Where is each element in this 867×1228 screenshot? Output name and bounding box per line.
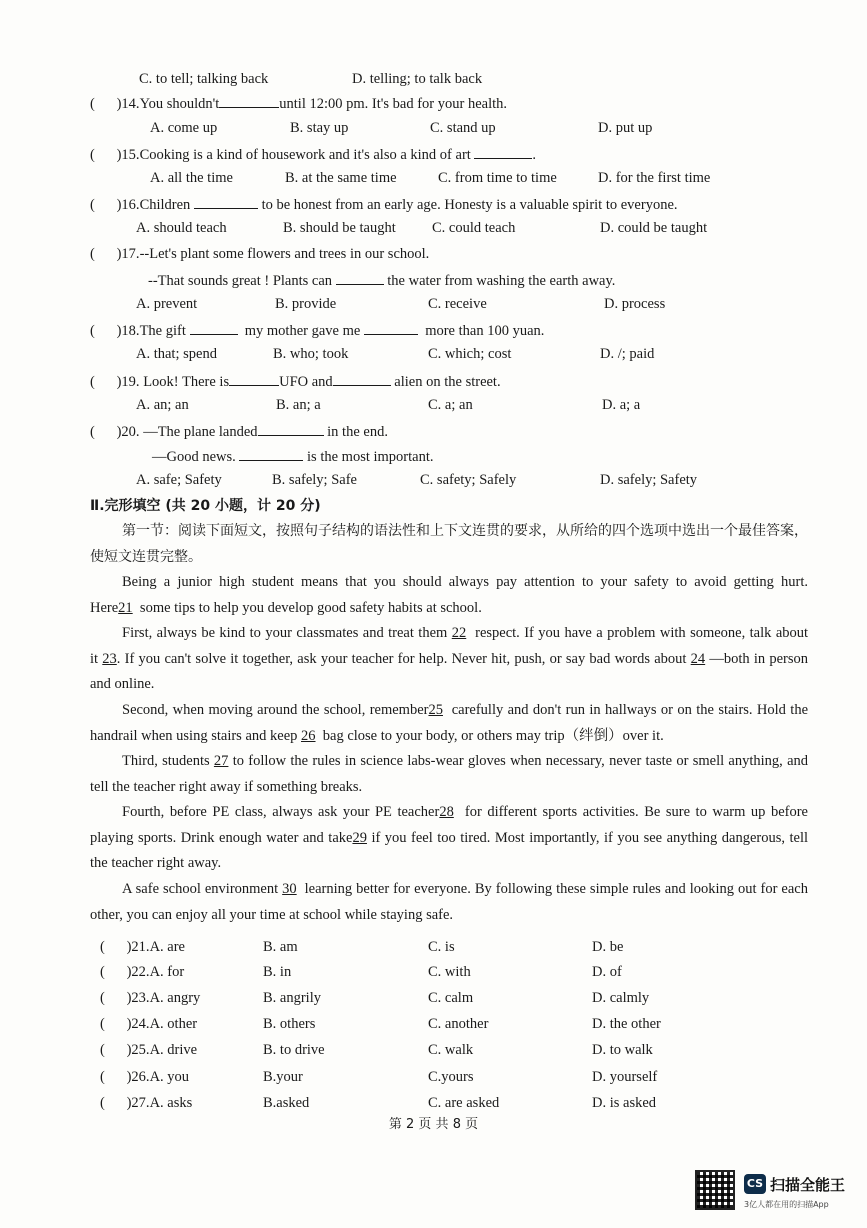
cloze-row-23: ( )23.A. angry	[100, 990, 201, 1006]
question-16: ( )16.Children to be honest from an early age. Honesty is a valuable spirit to everyone.	[90, 194, 678, 214]
qr-code-icon	[695, 1170, 735, 1210]
answer-blank	[474, 144, 532, 159]
q14-option-a: A. come up	[150, 120, 218, 136]
cloze-27-option-d: D. is asked	[592, 1095, 657, 1111]
cloze-blank: 25	[428, 702, 443, 718]
q14-option-b: B. stay up	[290, 120, 349, 136]
cloze-22-option-b: B. in	[263, 964, 292, 980]
cloze-row-27: ( )27.A. asks	[100, 1095, 193, 1111]
answer-blank	[229, 371, 279, 386]
cloze-21-option-b: B. am	[263, 939, 298, 955]
section-heading: Ⅱ.完形填空 (共 20 小题，计 20 分)	[90, 498, 321, 514]
q18-option-c: C. which; cost	[428, 346, 512, 362]
cloze-22-option-c: C. with	[428, 964, 471, 980]
passage-paragraph-4: Third, students 27 to follow the rules in science labs-wear gloves when necessary, never taste or smell anything, and tell the teacher right away if something breaks.	[90, 753, 809, 795]
answer-blank	[239, 446, 303, 461]
q17-option-d: D. process	[604, 296, 666, 312]
q19-option-b: B. an; a	[276, 397, 321, 413]
cloze-26-option-d: D. yourself	[592, 1069, 658, 1085]
cloze-24-option-b: B. others	[263, 1016, 316, 1032]
cloze-24-option-d: D. the other	[592, 1016, 661, 1032]
cloze-row-21: ( )21.A. are	[100, 939, 185, 955]
q15-option-c: C. from time to time	[438, 170, 557, 186]
q20-option-a: A. safe; Safety	[136, 472, 222, 488]
q20-option-c: C. safety; Safely	[420, 472, 517, 488]
cloze-26-option-b: B.your	[263, 1069, 303, 1085]
camscanner-logo-icon: CS	[744, 1174, 766, 1194]
passage-paragraph-3: Second, when moving around the school, remember25 carefully and don't run in hallways or on the stairs. Hold the handrail when using stairs and keep 26 bag close to your body, or others may trip（绊倒）over it.	[90, 702, 809, 744]
question-17-reply: --That sounds great ! Plants can the water from washing the earth away.	[148, 270, 615, 290]
cloze-row-22: ( )22.A. for	[100, 964, 185, 980]
q15-option-a: A. all the time	[150, 170, 233, 186]
question-17: ( )17.--Let's plant some flowers and trees in our school.	[90, 246, 430, 262]
answer-blank	[219, 93, 279, 108]
passage-paragraph-5: Fourth, before PE class, always ask your PE teacher28 for different sports activities. Be sure to warm up before playing sports. Drink enough water and take29 if you feel too tired. Most importantly, if you see anything dangerous, tell the teacher right away.	[90, 804, 809, 871]
cloze-21-option-d: D. be	[592, 939, 624, 955]
cloze-23-option-b: B. angrily	[263, 990, 321, 1006]
cloze-22-option-d: D. of	[592, 964, 622, 980]
question-19: ( )19. Look! There is UFO and alien on the street.	[90, 371, 501, 391]
cloze-27-option-b: B.asked	[263, 1095, 310, 1111]
q16-option-a: A. should teach	[136, 220, 227, 236]
page-number: 第 2 页 共 8 页	[388, 1117, 479, 1132]
cloze-24-option-c: C. another	[428, 1016, 489, 1032]
q15-option-d: D. for the first time	[598, 170, 711, 186]
question-18: ( )18.The gift my mother gave me more than 100 yuan.	[90, 320, 544, 340]
cloze-26-option-c: C.yours	[428, 1069, 474, 1085]
q18-option-a: A. that; spend	[136, 346, 217, 362]
q18-option-b: B. who; took	[273, 346, 349, 362]
q17-option-a: A. prevent	[136, 296, 198, 312]
passage-paragraph-1: Being a junior high student means that you should always pay attention to your safety to avoid getting hurt. Here21 some tips to help you develop good safety habits at school.	[90, 574, 808, 616]
scanner-tagline: 3亿人都在用的扫描App	[744, 1200, 829, 1209]
question-20-reply: —Good news. is the most important.	[152, 446, 434, 466]
cloze-blank: 24	[690, 650, 706, 667]
answer-blank	[333, 371, 391, 386]
answer-blank	[190, 320, 238, 335]
question-20: ( )20. —The plane landed in the end.	[90, 421, 388, 441]
q15-option-b: B. at the same time	[285, 170, 397, 186]
cloze-23-option-c: C. calm	[428, 990, 474, 1006]
scanner-app-name: 扫描全能王	[770, 1176, 846, 1194]
cloze-row-25: ( )25.A. drive	[100, 1042, 198, 1058]
cloze-25-option-b: B. to drive	[263, 1042, 325, 1058]
q16-option-d: D. could be taught	[600, 220, 708, 236]
cloze-25-option-c: C. walk	[428, 1042, 474, 1058]
q16-option-b: B. should be taught	[283, 220, 396, 236]
q19-option-d: D. a; a	[602, 397, 641, 413]
q13-option-d: D. telling; to talk back	[352, 71, 483, 87]
cloze-25-option-d: D. to walk	[592, 1042, 653, 1058]
q16-option-c: C. could teach	[432, 220, 516, 236]
cloze-27-option-c: C. are asked	[428, 1095, 500, 1111]
cloze-blank: 26	[301, 727, 316, 744]
question-14: ( )14.You shouldn't until 12:00 pm. It's bad for your health.	[90, 93, 507, 113]
answer-blank	[258, 421, 324, 436]
question-15: ( )15.Cooking is a kind of housework and it's also a kind of art .	[90, 144, 536, 164]
cloze-blank: 22	[451, 625, 467, 641]
cloze-blank: 29	[352, 829, 367, 846]
answer-paren: (	[90, 96, 117, 112]
q14-option-c: C. stand up	[430, 120, 496, 136]
q19-option-a: A. an; an	[136, 397, 189, 413]
cloze-row-26: ( )26.A. you	[100, 1069, 190, 1085]
q14-option-d: D. put up	[598, 120, 653, 136]
q20-option-d: D. safely; Safety	[600, 472, 698, 488]
passage-paragraph-6: A safe school environment 30 learning better for everyone. By following these simple rules and looking out for each other, you can enjoy all your time at school while staying safe.	[90, 881, 808, 923]
answer-blank	[336, 270, 384, 285]
cloze-blank: 30	[282, 881, 297, 897]
passage-paragraph-2: First, always be kind to your classmates and treat them 22 respect. If you have a problem with someone, talk about it 23. If you can't solve it together, ask your teacher for help. Never hit, push, or say bad words about 24 —both in person and online.	[90, 625, 809, 692]
cloze-row-24: ( )24.A. other	[100, 1016, 198, 1032]
cloze-blank: 27	[213, 753, 229, 769]
cloze-blank: 23	[102, 650, 117, 667]
cloze-blank: 28	[439, 804, 454, 820]
q17-option-b: B. provide	[275, 296, 337, 312]
q19-option-c: C. a; an	[428, 397, 473, 413]
answer-blank	[194, 194, 258, 209]
q17-option-c: C. receive	[428, 296, 487, 312]
q13-option-c: C. to tell; talking back	[139, 71, 269, 87]
section-instruction: 第一节：阅读下面短文，按照句子结构的语法性和上下文连贯的要求，从所给的四个选项中选出一个最佳答案，使短文连贯完整。	[90, 523, 808, 565]
q18-option-d: D. /; paid	[600, 346, 655, 362]
answer-blank	[364, 320, 418, 335]
q20-option-b: B. safely; Safe	[272, 472, 357, 488]
cloze-blank: 21	[118, 599, 133, 616]
cloze-21-option-c: C. is	[428, 939, 455, 955]
cloze-23-option-d: D. calmly	[592, 990, 650, 1006]
